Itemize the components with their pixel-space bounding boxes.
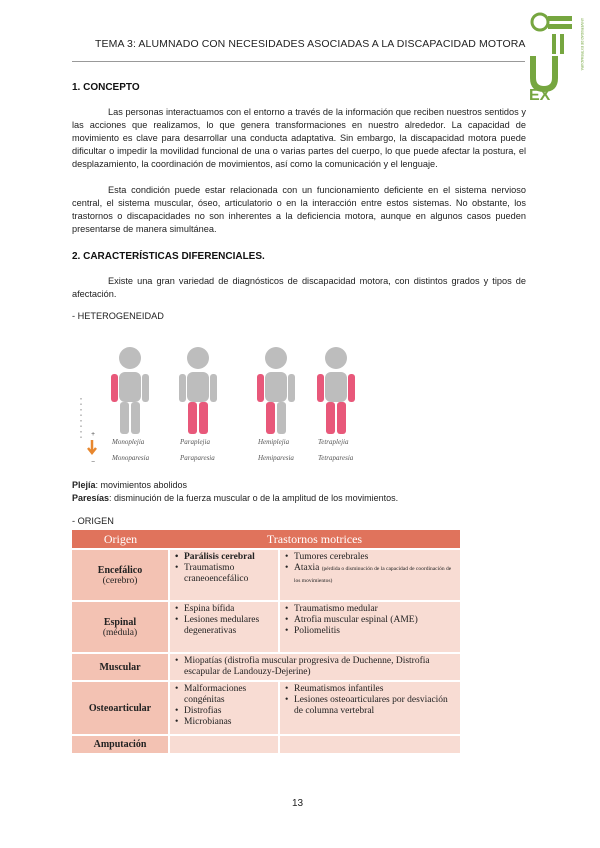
svg-text:UNIVERSIDAD DE EXTREMADURA: UNIVERSIDAD DE EXTREMADURA — [580, 18, 584, 71]
body-figure-tetraplejia — [317, 347, 355, 434]
label-tetraparesia: Tetraparesia — [318, 454, 354, 462]
origin-cell: Espinal (médula) — [72, 601, 169, 653]
motor-disorders-table — [72, 530, 460, 753]
disorders-cell — [169, 735, 279, 753]
disorders-cell — [169, 549, 279, 601]
table-row — [72, 653, 460, 681]
disorders-cell — [279, 601, 460, 653]
list-item: • Ataxia (pérdida o disminución de la capacidad de coordinación de los movimientos) — [294, 563, 456, 587]
definition-plejia — [72, 480, 187, 490]
definition-term: Paresías — [72, 493, 110, 503]
svg-text:EX: EX — [529, 87, 551, 102]
scale-minus: − — [91, 458, 96, 466]
disorders-cell — [169, 653, 460, 681]
definition-paresia — [72, 493, 398, 503]
label-hemiplejia: Hemiplejia — [258, 438, 290, 446]
disorders-cell — [279, 735, 460, 753]
list-item: • Lesiones medulares degenerativas — [184, 615, 274, 637]
column-header-trastornos: Trastornos motrices — [169, 530, 460, 549]
header-divider — [72, 61, 525, 62]
table-row — [72, 549, 460, 601]
list-item: • Distrofias — [184, 706, 274, 717]
paragraph-concepto-1 — [72, 106, 526, 171]
label-paraparesia: Paraparesia — [180, 454, 215, 462]
page-number: 13 — [292, 798, 304, 809]
section-heading-caracteristicas: 2. CARACTERÍSTICAS DIFERENCIALES. — [72, 251, 265, 262]
origin-cell: Osteoarticular — [72, 681, 169, 735]
list-item: • Malformaciones congénitas — [184, 684, 274, 706]
body-figure-monoplejia — [111, 347, 149, 434]
disorders-cell — [279, 681, 460, 735]
paragraph-caracteristicas — [72, 275, 526, 301]
disorders-cell — [169, 601, 279, 653]
header-title: TEMA 3: ALUMNADO CON NECESIDADES ASOCIADAS A LA DISCAPACIDAD MOTORA — [95, 38, 526, 50]
label-tetraplejia: Tetraplejia — [318, 438, 349, 446]
label-hemiparesia: Hemiparesia — [258, 454, 294, 462]
list-item: • Atrofia muscular espinal (AME) — [294, 615, 456, 626]
severity-scale-icon — [81, 398, 96, 466]
disorders-cell — [279, 549, 460, 601]
table-row — [72, 735, 460, 753]
paragraph-text: Existe una gran variedad de diagnósticos de discapacidad motora, con distintos grados y tipos de afectación. — [72, 276, 526, 300]
list-item: • Tumores cerebrales — [294, 552, 456, 563]
label-monoplejia: Monoplejia — [112, 438, 145, 446]
list-item: • Parálisis cerebral — [184, 552, 274, 563]
origin-cell: Encefálico (cerebro) — [72, 549, 169, 601]
disorders-cell — [169, 681, 279, 735]
table-row — [72, 681, 460, 735]
paragraph-text: Esta condición puede estar relacionada con un funcionamiento deficiente en el sistema nervioso central, el sistema muscular, óseo, articulatorio o en la interacción entre estos sistemas. No obstante, los trastornos o discapacidades no son inherentes a la deficiencia motora, aunque en algunos casos pueden presentarse de manera simultánea. — [72, 185, 526, 235]
origin-cell: Amputación — [72, 735, 169, 753]
label-origen: - ORIGEN — [72, 516, 114, 526]
table-row — [72, 601, 460, 653]
label-heterogeneidad: - HETEROGENEIDAD — [72, 311, 164, 321]
list-item: • Espina bífida — [184, 604, 274, 615]
section-heading-concepto: 1. CONCEPTO — [72, 82, 140, 93]
scale-plus: + — [91, 430, 95, 438]
table-header-row — [72, 530, 460, 549]
origin-cell: Muscular — [72, 653, 169, 681]
list-item: • Traumatismo medular — [294, 604, 456, 615]
list-item: • Miopatías (distrofia muscular progresiva de Duchenne, Distrofia escapular de Landouzy-Dejerine) — [184, 656, 456, 678]
list-item: • Microbianas — [184, 717, 274, 728]
column-header-origen: Origen — [72, 530, 169, 549]
paragraph-concepto-2 — [72, 184, 526, 236]
university-logo — [526, 6, 586, 102]
list-item: • Poliomelitis — [294, 626, 456, 637]
definition-text: : disminución de la fuerza muscular o de la amplitud de los movimientos. — [109, 493, 399, 503]
definition-text: : movimientos abolidos — [95, 480, 188, 490]
label-paraplejia: Paraplejia — [180, 438, 210, 446]
label-monoparesia: Monoparesia — [112, 454, 150, 462]
body-figure-paraplejia — [179, 347, 217, 434]
list-item: • Reumatismos infantiles — [294, 684, 456, 695]
list-item: • Lesiones osteoarticulares por desviación de columna vertebral — [294, 695, 456, 717]
list-item: • Traumatismo craneoencefálico — [184, 563, 274, 585]
paralysis-types-illustration — [72, 336, 372, 466]
body-figure-hemiplejia — [257, 347, 295, 434]
paragraph-text: Las personas interactuamos con el entorno a través de la información que reciben nuestros sentidos y las acciones que realizamos, lo que genera transformaciones en nuestro alrededor. La capacidad de movimiento es clave para desarrollar una conducta adaptativa. Sin embargo, la discapacidad motora puede dificultar o impedir la movilidad funcional de una o varias partes del cuerpo, lo que puede afectar la postura, el desplazamiento, la coordinación de movimientos, así como la comunicación y el lenguaje. — [72, 107, 526, 170]
definition-term: Plejía — [72, 480, 96, 490]
